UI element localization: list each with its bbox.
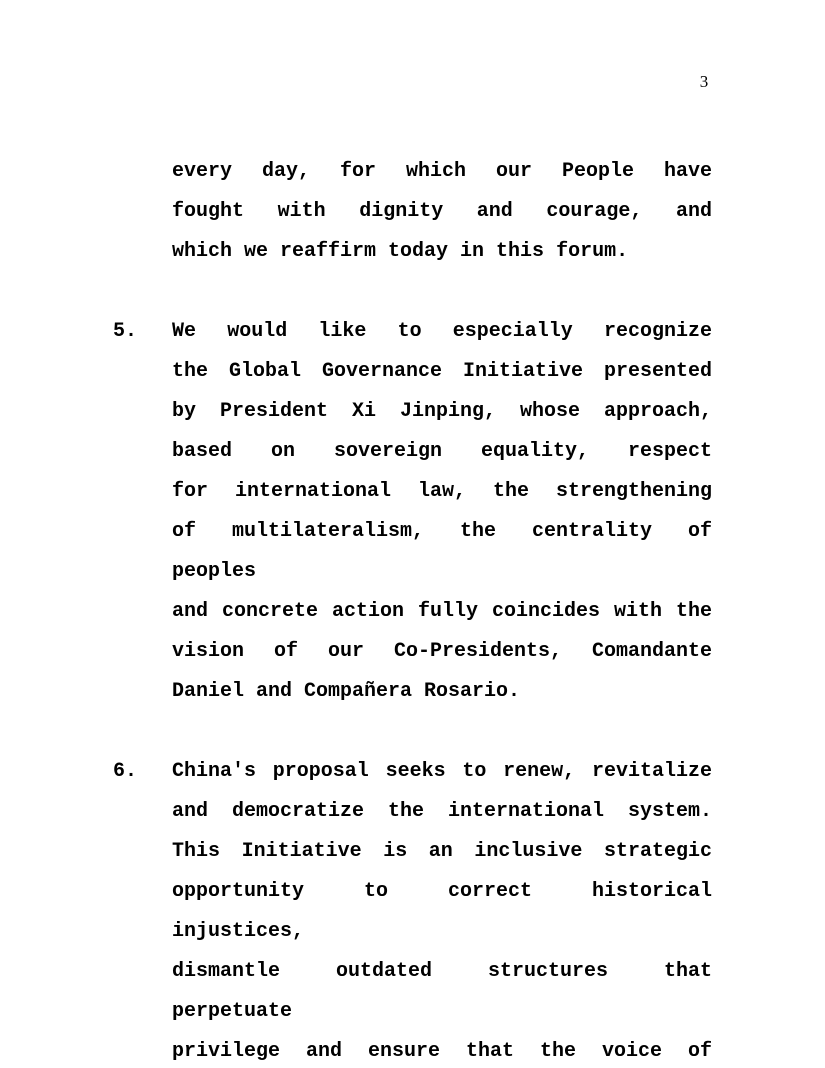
paragraph-item-5 [113,312,712,712]
text-line: for international law, the strengthening [172,480,712,503]
text-line: and democratize the international system. [172,800,712,823]
list-number: 5. [113,320,138,343]
text-line: opportunity to correct historical injustices, [172,880,712,943]
list-number: 6. [113,760,138,783]
page-number: 3 [699,72,709,91]
paragraph-continuation [113,152,712,272]
text-line: Daniel and Compañera Rosario. [172,680,521,703]
text-line: and concrete action fully coincides with the [172,600,712,623]
paragraph-lines [172,152,712,272]
text-line: China's proposal seeks to renew, revitalize [172,760,712,783]
text-line: by President Xi Jinping, whose approach, [172,400,712,423]
text-line: every day, for which our People have [172,160,712,183]
text-line: vision of our Co-Presidents, Comandante [172,640,712,663]
text-line: This Initiative is an inclusive strategic [172,840,712,863]
text-line: privilege and ensure that the voice of [172,1040,712,1063]
text-line: We would like to especially recognize [172,320,712,343]
text-line: the Global Governance Initiative presented [172,360,712,383]
paragraph-lines [172,752,712,1068]
text-line: based on sovereign equality, respect [172,440,712,463]
text-line: dismantle outdated structures that perpetuate [172,960,712,1023]
paragraph-item-6 [113,752,712,1068]
paragraph-lines [172,312,712,712]
text-line: of multilateralism, the centrality of peoples [172,520,712,583]
text-line: fought with dignity and courage, and [172,200,712,223]
document-body [113,152,712,1068]
text-line: which we reaffirm today in this forum. [172,240,629,263]
